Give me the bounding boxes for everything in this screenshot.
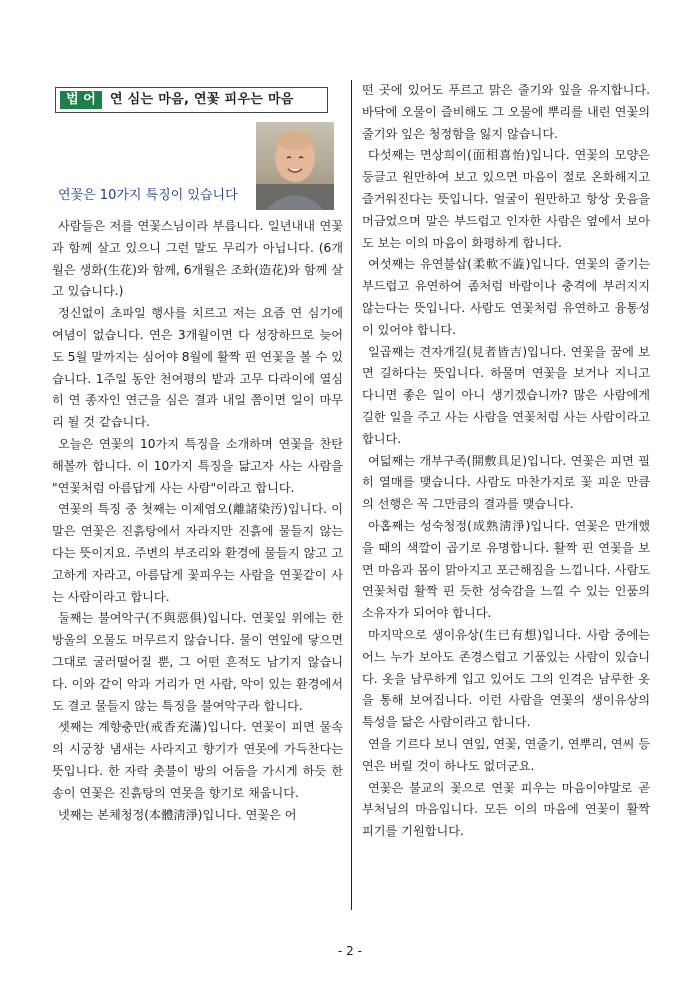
paragraph: 여섯째는 유연불삽(柔軟不澁)입니다. 연꽃의 줄기는 부드럽고 유연하여 좀처럼 바람이나 충격에 부러지지 않는다는 뜻입니다. 사람도 연꽃처럼 유연하고 융통성이 있어야 합니다. (362, 257, 650, 337)
column-divider (351, 80, 352, 910)
paragraph: 연을 기르다 보니 연잎, 연꽃, 연줄기, 연뿌리, 연씨 등 연은 버릴 것이 하나도 없더군요. (362, 736, 650, 773)
section-header (55, 87, 328, 113)
article-title: 연 심는 마음, 연꽃 피우는 마음 (110, 92, 294, 107)
paragraph: 셋째는 계향충만(戒香充滿)입니다. 연꽃이 피면 물속의 시궁창 냄새는 사라지고 향기가 연못에 가득찬다는 뜻입니다. 한 자락 촛불이 방의 어둠을 가시게 하듯 한송이 연꽃은 진흙탕의 연못을 향기로 채웁니다. (52, 720, 343, 800)
paragraph: 둘째는 불여악구(不與惡俱)입니다. 연꽃잎 위에는 한 방울의 오물도 머무르지 않습니다. 물이 연잎에 닿으면 그대로 굴러떨어질 뿐, 그 어떤 흔적도 남기지 않습니다. 이와 같이 악과 거리가 먼 사람, 악이 있는 환경에서도 결코 물들지 않는 특징을 불여악구라 합니다. (52, 611, 343, 713)
paragraph: 연꽃의 특징 중 첫째는 이제염오(離諸染汚)입니다. 이 말은 연꽃은 진흙탕에서 자라지만 진흙에 물들지 않는다는 뜻이지요. 주변의 부조리와 환경에 물들지 않고 고고하게 자라고, 아름답게 꽃피우는 사람을 연꽃같이 사는 사람이라고 합니다. (52, 502, 343, 604)
page-number: - 2 - (338, 944, 362, 958)
category-badge: 법 어 (60, 91, 102, 109)
paragraph: 마지막으로 생이유상(生已有想)입니다. 사람 중에는 어느 누가 보아도 존경스럽고 기품있는 사람이 있습니다. 옷을 남루하게 입고 있어도 그의 인격은 남루한 옷을 통해 보여집니다. 이런 사람을 연꽃의 생이유상의 특성을 닮은 사람이라고 합니다. (362, 627, 650, 730)
paragraph: 아홉째는 성숙청정(成熟淸淨)입니다. 연꽃은 만개했을 때의 색깔이 곱기로 유명합니다. 활짝 핀 연꽃을 보면 마음과 몸이 맑아지고 포근해짐을 느낍니다. 사람도 연꽃처럼 활짝 핀 듯한 성숙감을 느낄 수 있는 인품의 소유자가 되어야 합니다. (362, 518, 650, 621)
paragraph: 여덟째는 개부구족(開敷具足)입니다. 연꽃은 피면 필히 열매를 맺습니다. 사람도 마찬가지로 꽃 피운 만큼의 선행은 꼭 그만큼의 결과를 맺습니다. (362, 453, 650, 512)
article-subtitle: 연꽃은 10가지 특징이 있습니다 (58, 188, 238, 203)
paragraph: 정신없이 초파일 행사를 치르고 저는 요즘 연 심기에 여념이 없습니다. 연은 3개월이면 다 성장하므로 늦어도 5월 말까지는 심어야 8월에 활짝 핀 연꽃을 볼 수 있습니다. 1주일 동안 천여평의 밭과 고무 다라이에 열심히 연 종자인 연근을 심은 결과 내일 쯤이면 일이 마무리 될 것 같습니다. (52, 306, 343, 430)
left-column (52, 216, 343, 826)
paragraph: 일곱째는 견자개길(見者皆吉)입니다. 연꽃을 꿈에 보면 길하다는 뜻입니다. 하물며 연꽃을 보거나 지니고 다니면 좋은 일이 아니 생기겠습니까? 많은 사람에게 길한 일을 주고 사는 사람을 연꽃처럼 사는 사람이라고 합니다. (362, 344, 650, 446)
right-column (362, 80, 650, 843)
paragraph: 넷째는 본체청정(本體淸淨)입니다. 연꽃은 어 (58, 807, 297, 822)
paragraph: 떤 곳에 있어도 푸르고 맑은 줄기와 잎을 유지합니다. 바닥에 오물이 즐비해도 그 오물에 뿌리를 내린 연꽃의 줄기와 잎은 청정함을 잃지 않습니다. (362, 83, 650, 141)
author-photo (256, 122, 334, 210)
paragraph: 오늘은 연꽃의 10가지 특징을 소개하며 연꽃을 찬탄해볼까 합니다. 이 10가지 특징을 닮고자 사는 사람을 "연꽃처럼 아름답게 사는 사람"이라고 합니다. (52, 436, 343, 495)
paragraph: 다섯째는 면상희이(面相喜怡)입니다. 연꽃의 모양은 둥글고 원만하여 보고 있으면 마음이 절로 온화해지고 즐거워진다는 뜻입니다. 얼굴이 원만하고 항상 웃음을 머금었으며 말은 부드럽고 인자한 사람은 옆에서 보아도 보는 이의 마음이 화평하게 합니다. (362, 148, 650, 250)
paragraph: 사람들은 저를 연꽃스님이라 부릅니다. 일년내내 연꽃과 함께 살고 있으니 그런 말도 무리가 아닙니다. (6개월은 생화(生花)와 함께, 6개월은 조화(造花)와 함께 살고 있습니다.) (52, 219, 344, 299)
paragraph: 연꽃은 불교의 꽃으로 연꽃 피우는 마음이야말로 곧 부처님의 마음입니다. 모든 이의 마음에 연꽃이 활짝 피기를 기원합니다. (362, 780, 650, 839)
